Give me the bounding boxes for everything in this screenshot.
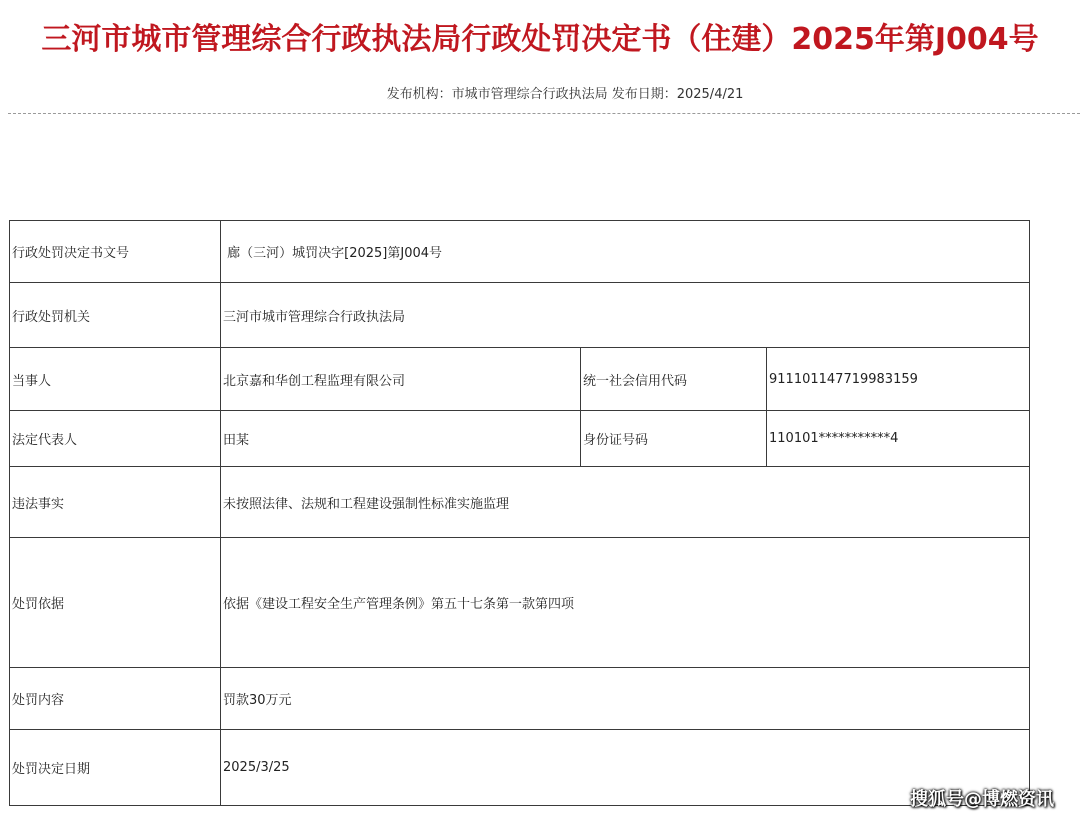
table-row: [10, 538, 1030, 668]
id-no-value: 110101***********4: [767, 411, 1030, 467]
party-value: 北京嘉和华创工程监理有限公司: [221, 348, 581, 411]
legal-rep-value: 田某: [221, 411, 581, 467]
source-watermark: 搜狐号@博燃资讯: [910, 789, 1054, 810]
table-row: [10, 411, 1030, 467]
doc-no-label: 行政处罚决定书文号: [10, 221, 221, 283]
publish-info: 发布机构：市城市管理综合行政执法局 发布日期：2025/4/21: [386, 87, 744, 102]
party-label: 当事人: [10, 348, 221, 411]
dashed-divider: [8, 113, 1080, 114]
content-label: 处罚内容: [10, 668, 221, 730]
table-row: [10, 348, 1030, 411]
violation-label: 违法事实: [10, 467, 221, 538]
credit-code-label: 统一社会信用代码: [581, 348, 767, 411]
table-row: [10, 221, 1030, 283]
table-row: [10, 730, 1030, 806]
authority-value: 三河市城市管理综合行政执法局: [221, 283, 1030, 348]
content-value: 罚款30万元: [221, 668, 1030, 730]
date-label: 处罚决定日期: [10, 730, 221, 806]
authority-label: 行政处罚机关: [10, 283, 221, 348]
table-row: [10, 467, 1030, 538]
table-row: [10, 283, 1030, 348]
date-value: 2025/3/25: [221, 730, 1030, 806]
doc-no-value: 廊（三河）城罚决字[2025]第J004号: [221, 221, 1030, 283]
credit-code-value: 911101147719983159: [767, 348, 1030, 411]
violation-value: 未按照法律、法规和工程建设强制性标准实施监理: [221, 467, 1030, 538]
basis-value: 依据《建设工程安全生产管理条例》第五十七条第一款第四项: [221, 538, 1030, 668]
page-title: 三河市城市管理综合行政执法局行政处罚决定书（住建）2025年第J004号: [41, 22, 1039, 57]
table-row: [10, 668, 1030, 730]
id-no-label: 身份证号码: [581, 411, 767, 467]
penalty-info-table: [9, 220, 1030, 806]
legal-rep-label: 法定代表人: [10, 411, 221, 467]
basis-label: 处罚依据: [10, 538, 221, 668]
